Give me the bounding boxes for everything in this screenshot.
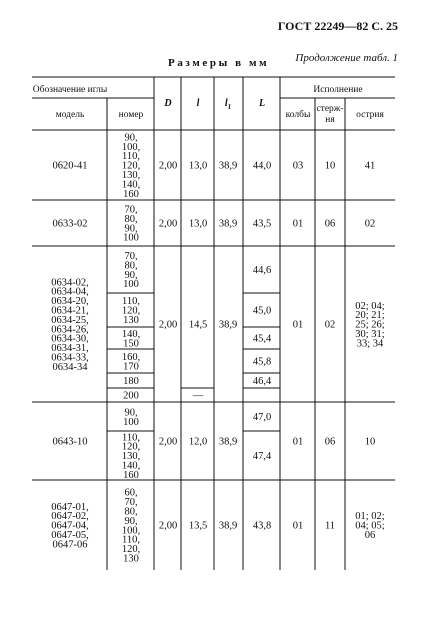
header-D: D	[164, 98, 172, 109]
cell-tip: 01; 02;	[355, 511, 385, 523]
cell-tip: 04; 05;	[355, 520, 385, 532]
needle-number: 110,	[122, 534, 140, 546]
header-number: номер	[118, 110, 144, 120]
needle-number: 90,	[124, 515, 138, 527]
needle-model: 0634-21,	[51, 305, 89, 317]
cell-l: 12,0	[188, 436, 208, 448]
header-L: L	[258, 98, 266, 109]
cell-l1: 38,9	[218, 160, 238, 172]
cell-l1: 38,9	[218, 520, 238, 532]
cell-rod: 02	[324, 319, 336, 331]
needle-number: 100	[123, 416, 139, 428]
needle-number: 130,	[121, 451, 141, 463]
needle-model: 0647-06	[52, 539, 88, 551]
cell-tip: 10	[364, 436, 376, 448]
needle-model: 0634-04,	[51, 286, 89, 298]
needle-model: 0647-01,	[51, 501, 89, 513]
cell-bulb: 01	[292, 436, 304, 448]
needle-number: 160,	[121, 351, 141, 363]
needle-number: 110,	[122, 296, 140, 308]
needle-model: 0634-02,	[51, 277, 89, 289]
cell-tip: 02	[364, 218, 376, 230]
cell-L: 43,5	[252, 218, 272, 230]
cell-l1: 38,9	[218, 319, 238, 331]
cell-tip: 20; 21;	[355, 310, 385, 322]
header-l: l	[196, 98, 200, 109]
needle-number: 110,	[122, 151, 140, 163]
header-designation: Обозначение иглы	[32, 85, 108, 95]
cell-L: 43,8	[252, 520, 272, 532]
header-bulb: колбы	[285, 110, 311, 120]
cell-bulb: 01	[292, 319, 304, 331]
cell-L: 45,0	[252, 305, 272, 317]
needle-model: 0647-04,	[51, 520, 89, 532]
needle-model: 0634-20,	[51, 296, 89, 308]
cell-tip: 02; 04;	[355, 300, 385, 312]
cell-tip: 30; 31;	[355, 329, 385, 340]
needle-model: 0634-34	[52, 361, 88, 373]
cell-bulb: 01	[292, 520, 304, 532]
needle-model: 0647-05,	[51, 530, 89, 541]
table-body	[51, 132, 385, 564]
needle-number: 100	[123, 232, 139, 244]
cell-tip: 06	[364, 530, 376, 541]
needle-number: 80,	[124, 260, 138, 272]
header-rod: ня	[325, 115, 335, 125]
needle-number: 100,	[121, 141, 141, 153]
cell-l1: 38,9	[218, 436, 238, 448]
cell-L: 46,4	[252, 376, 272, 388]
cell-L: 44,0	[252, 160, 272, 172]
cell-L: 47,0	[252, 412, 272, 424]
cell-rod: 10	[324, 160, 336, 172]
needle-number: 70,	[124, 497, 138, 509]
needle-number: 90,	[124, 132, 138, 144]
units-label: Размеры в мм	[168, 57, 270, 69]
needle-number: 180	[123, 376, 139, 388]
needle-model: 0643-10	[52, 436, 88, 448]
cell-D: 2,00	[158, 319, 178, 331]
needle-number: 120,	[121, 441, 141, 453]
cell-rod: 06	[324, 436, 336, 448]
cell-tip: 41	[364, 160, 376, 172]
needle-model: 0634-30,	[51, 333, 89, 345]
needle-model: 0634-33,	[51, 352, 89, 364]
header-execution: Исполнение	[313, 85, 363, 95]
needle-number: 150	[123, 338, 139, 350]
needle-number: 90,	[124, 223, 138, 235]
needle-model: 0620-41	[52, 160, 88, 172]
needle-number: 130,	[121, 170, 141, 181]
needle-number: 160	[123, 469, 139, 481]
needle-number: 140,	[121, 328, 141, 340]
cell-D: 2,00	[158, 436, 178, 448]
needle-number: 80,	[124, 506, 138, 518]
cell-L: 47,4	[252, 451, 272, 463]
page-header: ГОСТ 22249—82 С. 25	[277, 19, 398, 33]
needle-number: 120,	[121, 305, 141, 317]
needle-model: 0647-02,	[51, 511, 89, 523]
cell-rod: 11	[324, 520, 336, 532]
cell-l: 13,5	[188, 520, 208, 532]
needle-number: 90,	[124, 407, 138, 419]
needle-number: 110,	[122, 432, 140, 444]
needle-number: 80,	[124, 213, 138, 225]
cell-tip: 25; 26;	[355, 319, 385, 331]
cell-l: 14,5	[188, 319, 208, 331]
needle-model: 0634-25,	[51, 314, 89, 326]
cell-l: 13,0	[188, 218, 208, 230]
table-continuation-label: Продолжение табл. 1	[295, 52, 398, 64]
header-l1-main: l	[224, 98, 228, 109]
needle-number: 120,	[121, 544, 141, 556]
cell-l: 13,0	[188, 160, 208, 172]
needle-model: 0634-26,	[51, 324, 89, 336]
needle-number: 130	[123, 553, 139, 565]
cell-L: 44,6	[252, 265, 272, 277]
cell-l: —	[192, 390, 204, 402]
cell-D: 2,00	[158, 218, 178, 230]
needle-number: 130	[123, 315, 139, 326]
needle-number: 100,	[121, 525, 141, 537]
needle-number: 70,	[124, 251, 138, 262]
needle-model: 0633-02	[52, 218, 88, 230]
cell-bulb: 01	[292, 218, 304, 230]
needle-number: 70,	[124, 204, 138, 216]
needle-number: 170	[123, 361, 139, 373]
cell-L: 45,8	[252, 356, 272, 368]
cell-L: 45,4	[252, 333, 272, 345]
header-tip: острия	[356, 110, 384, 120]
header-rod: стерж-	[316, 104, 344, 114]
needle-number: 60,	[124, 487, 138, 499]
cell-l1: 38,9	[218, 218, 238, 230]
cell-tip: 33; 34	[356, 338, 384, 350]
needle-number: 100	[123, 279, 139, 291]
cell-bulb: 03	[292, 160, 304, 172]
needle-number: 140,	[121, 179, 141, 191]
needle-number: 140,	[121, 460, 141, 472]
header-model: модель	[55, 110, 85, 120]
header-l1-sub: 1	[227, 103, 232, 111]
needle-number: 160	[123, 188, 139, 200]
needle-number: 200	[123, 390, 139, 402]
cell-D: 2,00	[158, 160, 178, 172]
needle-model: 0634-31,	[51, 343, 89, 355]
cell-rod: 06	[324, 218, 336, 230]
needle-number: 90,	[124, 269, 138, 281]
header-l1	[225, 98, 231, 111]
cell-D: 2,00	[158, 520, 178, 532]
needle-number: 120,	[121, 160, 141, 172]
